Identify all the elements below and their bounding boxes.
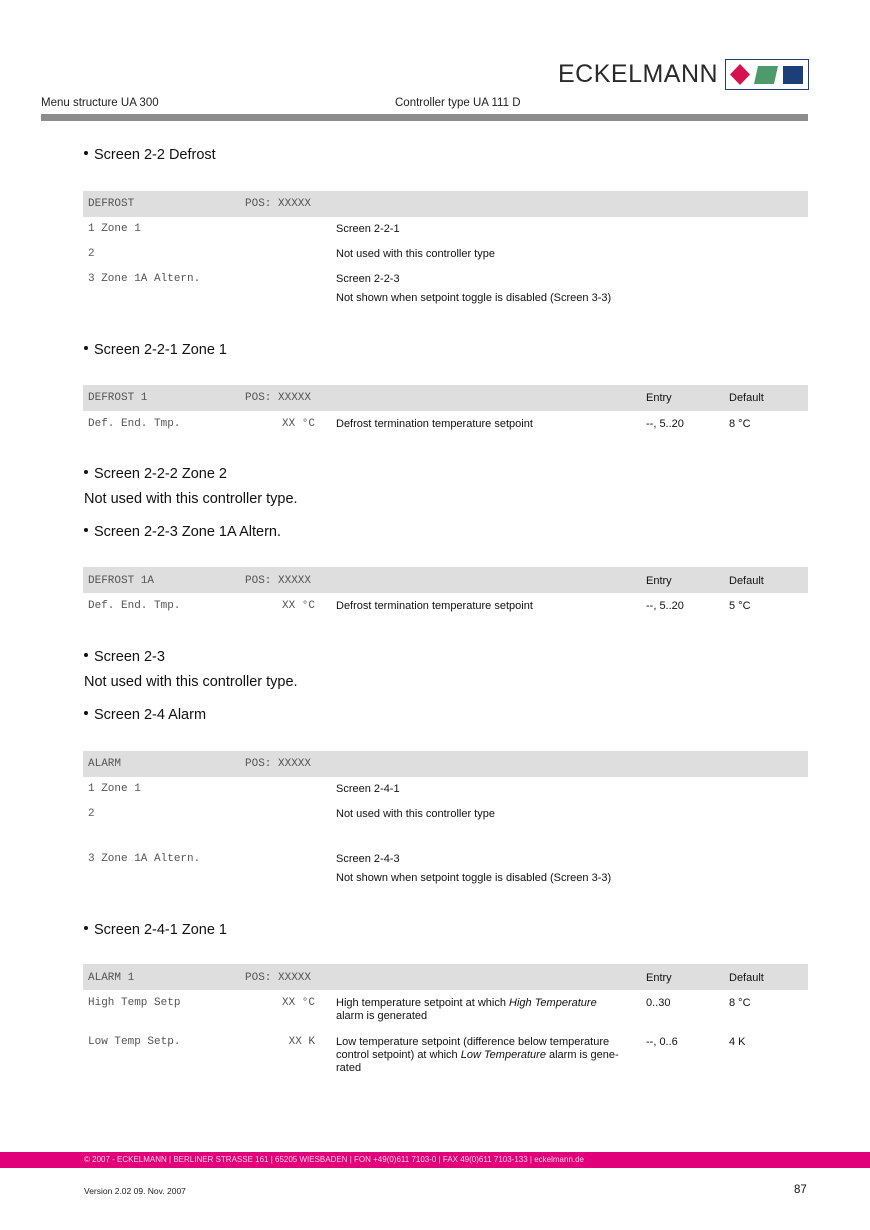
table-pos: POS: XXXXX: [245, 758, 312, 770]
table-header-bar: [83, 191, 808, 217]
version-date: Version 2.02 09. Nov. 2007: [84, 1186, 186, 1196]
section-note: Not used with this controller type.: [84, 674, 298, 690]
logo-marks: [725, 59, 809, 90]
entry-column-header: Entry: [646, 575, 672, 587]
default-column-header: Default: [729, 972, 764, 984]
entry-column-header: Entry: [646, 972, 672, 984]
table-row-text: Defrost termination temperature setpoint: [336, 418, 533, 430]
header-controller-type: Controller type UA 111 D: [395, 97, 521, 109]
table-pos: POS: XXXXX: [245, 392, 312, 404]
table-header-bar: [83, 751, 808, 777]
table-row-label: High Temp Setp: [88, 997, 181, 1009]
entry-column-header: Entry: [646, 392, 672, 404]
header-rule: [41, 114, 808, 121]
section-heading: Screen 2-2-3 Zone 1A Altern.: [84, 524, 281, 540]
section-heading: Screen 2-4-1 Zone 1: [84, 922, 227, 938]
section-heading: Screen 2-2 Defrost: [84, 147, 216, 163]
page-number: 87: [794, 1184, 807, 1196]
header-doc-title: Menu structure UA 300: [41, 97, 159, 109]
table-row-label: Def. End. Tmp.: [88, 600, 181, 612]
logo-squares-icon: [725, 60, 808, 89]
table-row-entry: 0..30: [646, 997, 671, 1009]
table-title: DEFROST 1A: [88, 575, 155, 587]
table-title: ALARM: [88, 758, 122, 770]
table-row-text: Screen 2-2-1: [336, 223, 400, 235]
default-column-header: Default: [729, 392, 764, 404]
table-header-bar: [83, 385, 808, 411]
table-row-text: Screen 2-4-3: [336, 853, 400, 865]
table-row-label: 3 Zone 1A Altern.: [88, 273, 201, 285]
table-row-value: XX °C: [281, 997, 315, 1009]
table-row-value: XX °C: [281, 600, 315, 612]
table-row-default: 5 °C: [729, 600, 751, 612]
table-pos: POS: XXXXX: [245, 198, 312, 210]
section-note: Not used with this controller type.: [84, 491, 298, 507]
table-title: ALARM 1: [88, 972, 135, 984]
table-title: DEFROST: [88, 198, 135, 210]
table-pos: POS: XXXXX: [245, 575, 312, 587]
table-row-text: High temperature setpoint at which High Temperature alarm is generated: [336, 997, 597, 1022]
table-title: DEFROST 1: [88, 392, 148, 404]
table-row-entry: --, 5..20: [646, 418, 684, 430]
table-header-bar: [83, 567, 808, 593]
table-row-label: 2: [88, 808, 95, 820]
table-row-value: XX K: [288, 1036, 315, 1048]
section-heading: Screen 2-2-1 Zone 1: [84, 342, 227, 358]
table-row-entry: --, 5..20: [646, 600, 684, 612]
table-row-text: Low temperature setpoint (difference below temperature control setpoint) at which Low Temperature alarm is gene- rated: [336, 1036, 619, 1074]
bullet-icon: [84, 346, 88, 350]
table-row-text: Not used with this controller type: [336, 248, 495, 260]
table-row-text: Not used with this controller type: [336, 808, 495, 820]
table-row-default: 8 °C: [729, 997, 751, 1009]
table-row-default: 4 K: [729, 1036, 746, 1048]
section-heading: Screen 2-3: [84, 649, 165, 665]
footer-imprint: © 2007 - ECKELMANN | BERLINER STRASSE 161 | 65205 WIESBADEN | FON +49(0)611 7103-0 | FAX 49(0)611 7103-133 | eckelmann.de: [84, 1155, 585, 1164]
table-row-label: 1 Zone 1: [88, 783, 141, 795]
section-heading: Screen 2-2-2 Zone 2: [84, 466, 227, 482]
bullet-icon: [84, 711, 88, 715]
table-row-text: Screen 2-4-1: [336, 783, 400, 795]
bullet-icon: [84, 528, 88, 532]
table-row-text: Defrost termination temperature setpoint: [336, 600, 533, 612]
bullet-icon: [84, 653, 88, 657]
table-row-label: Low Temp Setp.: [88, 1036, 181, 1048]
table-row-default: 8 °C: [729, 418, 751, 430]
table-row-note: Not shown when setpoint toggle is disabled (Screen 3-3): [336, 872, 612, 884]
bullet-icon: [84, 470, 88, 474]
bullet-icon: [84, 926, 88, 930]
table-header-bar: [83, 964, 808, 990]
table-row-label: 1 Zone 1: [88, 223, 141, 235]
table-row-note: Not shown when setpoint toggle is disabled (Screen 3-3): [336, 292, 612, 304]
logo-wordmark: ECKELMANN: [558, 60, 719, 88]
default-column-header: Default: [729, 575, 764, 587]
table-row-value: XX °C: [281, 418, 315, 430]
bullet-icon: [84, 151, 88, 155]
table-pos: POS: XXXXX: [245, 972, 312, 984]
table-row-label: 2: [88, 248, 95, 260]
section-heading: Screen 2-4 Alarm: [84, 707, 206, 723]
table-row-text: Screen 2-2-3: [336, 273, 400, 285]
table-row-label: Def. End. Tmp.: [88, 418, 181, 430]
table-row-entry: --, 0..6: [646, 1036, 678, 1048]
table-row-label: 3 Zone 1A Altern.: [88, 853, 201, 865]
